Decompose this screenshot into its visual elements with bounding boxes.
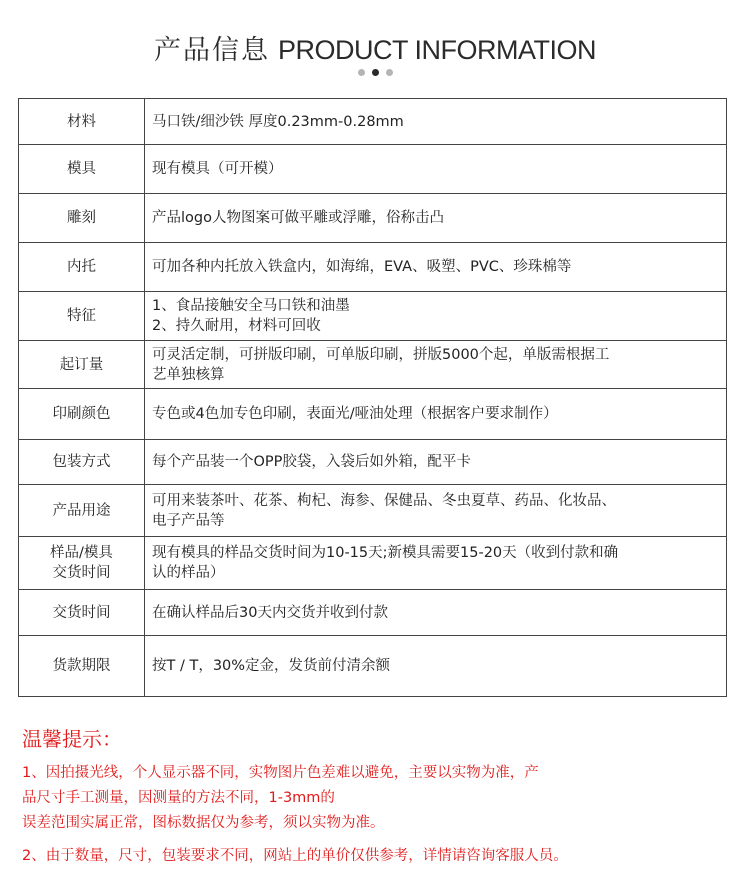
row-value: 可加各种内托放入铁盒内，如海绵，EVA、吸塑、PVC、珍珠棉等 bbox=[145, 243, 727, 292]
table-row bbox=[19, 537, 727, 590]
page-header bbox=[0, 28, 750, 67]
notes-title: 温馨提示： bbox=[22, 727, 122, 751]
row-value: 在确认样品后30天内交货并收到付款 bbox=[145, 590, 727, 636]
row-value: 1、食品接触安全马口铁和油墨 2、持久耐用，材料可回收 bbox=[145, 292, 727, 341]
row-label: 起订量 bbox=[19, 341, 145, 389]
row-value: 现有模具（可开模） bbox=[145, 145, 727, 194]
row-value: 可灵活定制，可拼版印刷，可单版印刷，拼版5000个起，单版需根据工 艺单独核算 bbox=[145, 341, 727, 389]
row-value: 产品logo人物图案可做平雕或浮雕，俗称击凸 bbox=[145, 194, 727, 243]
dot-indicator-active bbox=[372, 69, 379, 76]
row-value: 现有模具的样品交货时间为10-15天;新模具需要15-20天（收到付款和确 认的样品） bbox=[145, 537, 727, 590]
row-label: 材料 bbox=[19, 99, 145, 145]
title-english: PRODUCT INFORMATION bbox=[278, 35, 596, 65]
row-label: 交货时间 bbox=[19, 590, 145, 636]
row-value: 马口铁/细沙铁 厚度0.23mm-0.28mm bbox=[145, 99, 727, 145]
table-row bbox=[19, 194, 727, 243]
table-row bbox=[19, 440, 727, 485]
note-line: 2、由于数量，尺寸，包装要求不同，网站上的单价仅供参考，详情请咨询客服人员。 bbox=[22, 848, 568, 864]
table-row bbox=[19, 485, 727, 537]
row-label: 雕刻 bbox=[19, 194, 145, 243]
row-label: 内托 bbox=[19, 243, 145, 292]
notes-section bbox=[22, 725, 722, 869]
dot-indicator bbox=[358, 69, 365, 76]
title-chinese: 产品信息 bbox=[154, 35, 270, 66]
note-line: 1、因拍摄光线，个人显示器不同，实物图片色差难以避免，主要以实物为准，产 bbox=[22, 765, 539, 781]
table-row bbox=[19, 99, 727, 145]
table-row bbox=[19, 145, 727, 194]
row-label: 产品用途 bbox=[19, 485, 145, 537]
table-row bbox=[19, 389, 727, 440]
pagination-dots bbox=[0, 69, 750, 76]
row-label: 特征 bbox=[19, 292, 145, 341]
note-line: 品尺寸手工测量，因测量的方法不同，1-3mm的 bbox=[22, 790, 335, 806]
row-value: 每个产品装一个OPP胶袋，入袋后如外箱，配平卡 bbox=[145, 440, 727, 485]
row-value: 可用来装茶叶、花茶、枸杞、海参、保健品、冬虫夏草、药品、化妆品、 电子产品等 bbox=[145, 485, 727, 537]
row-label: 包装方式 bbox=[19, 440, 145, 485]
row-value: 按T / T，30%定金，发货前付清余额 bbox=[145, 636, 727, 697]
row-label: 印刷颜色 bbox=[19, 389, 145, 440]
dot-indicator bbox=[386, 69, 393, 76]
table-row bbox=[19, 243, 727, 292]
table-row bbox=[19, 341, 727, 389]
row-value: 专色或4色加专色印刷，表面光/哑油处理（根据客户要求制作） bbox=[145, 389, 727, 440]
table-row bbox=[19, 292, 727, 341]
row-label: 货款期限 bbox=[19, 636, 145, 697]
product-spec-table bbox=[18, 98, 727, 697]
note-line: 误差范围实属正常，图标数据仅为参考，须以实物为准。 bbox=[22, 815, 385, 831]
row-label: 模具 bbox=[19, 145, 145, 194]
row-label: 样品/模具 交货时间 bbox=[19, 537, 145, 590]
table-row bbox=[19, 590, 727, 636]
table-row bbox=[19, 636, 727, 697]
